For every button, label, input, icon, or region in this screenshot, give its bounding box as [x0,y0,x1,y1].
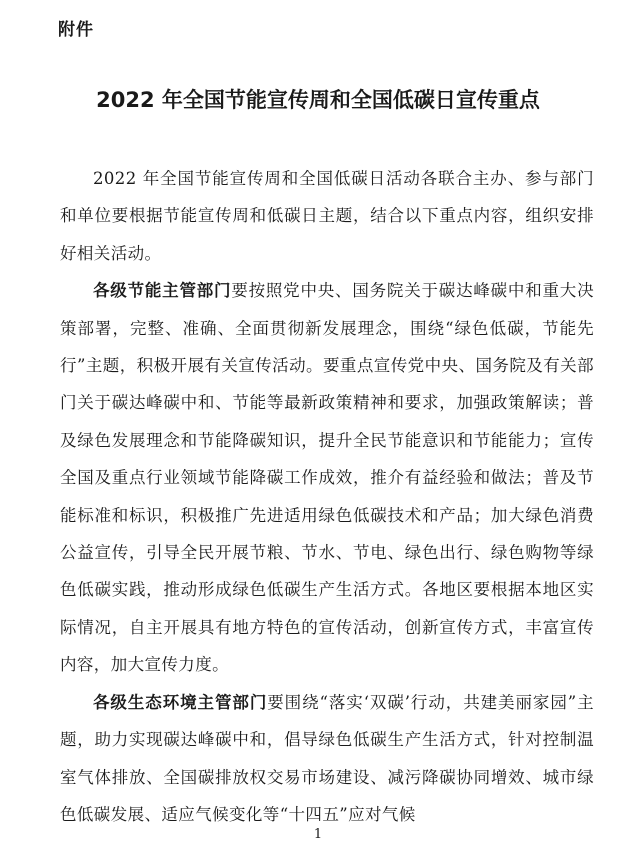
paragraph-environment-departments [60,684,594,834]
paragraph-text: 要围绕“落实‘双碳’行动，共建美丽家园”主题，助力实现碳达峰碳中和，倡导绿色低碳生产生活方式，针对控制温室气体排放、全国碳排放权交易市场建设、减污降碳协同增效、城市绿色低碳发展、适应气候变化等“十四五”应对气候 [60,692,594,824]
paragraph-text: 要按照党中央、国务院关于碳达峰碳中和重大决策部署，完整、准确、全面贯彻新发展理念，围绕“绿色低碳，节能先行”主题，积极开展有关宣传活动。要重点宣传党中央、国务院及有关部门关于碳达峰碳中和、节能等最新政策精神和要求，加强政策解读；普及绿色发展理念和节能降碳知识，提升全民节能意识和节能能力；宣传全国及重点行业领域节能降碳工作成效，推介有益经验和做法；普及节能标准和标识，积极推广先进适用绿色低碳技术和产品；加大绿色消费公益宣传，引导全民开展节粮、节水、节电、绿色出行、绿色购物等绿色低碳实践，推动形成绿色低碳生产生活方式。各地区要根据本地区实际情况，自主开展具有地方特色的宣传活动，创新宣传方式，丰富宣传内容，加大宣传力度。 [60,281,594,675]
attachment-label: 附件 [58,20,94,40]
document-body [60,160,594,833]
paragraph-energy-departments [60,272,594,683]
page-number: 1 [313,827,323,842]
intro-paragraph: 2022 年全国节能宣传周和全国低碳日活动各联合主办、参与部门和单位要根据节能宣传周和低碳日主题，结合以下重点内容，组织安排好相关活动。 [60,169,594,263]
paragraph-lead: 各级生态环境主管部门 [93,692,268,712]
document-title: 2022 年全国节能宣传周和全国低碳日宣传重点 [96,88,540,112]
paragraph-lead: 各级节能主管部门 [93,281,232,301]
